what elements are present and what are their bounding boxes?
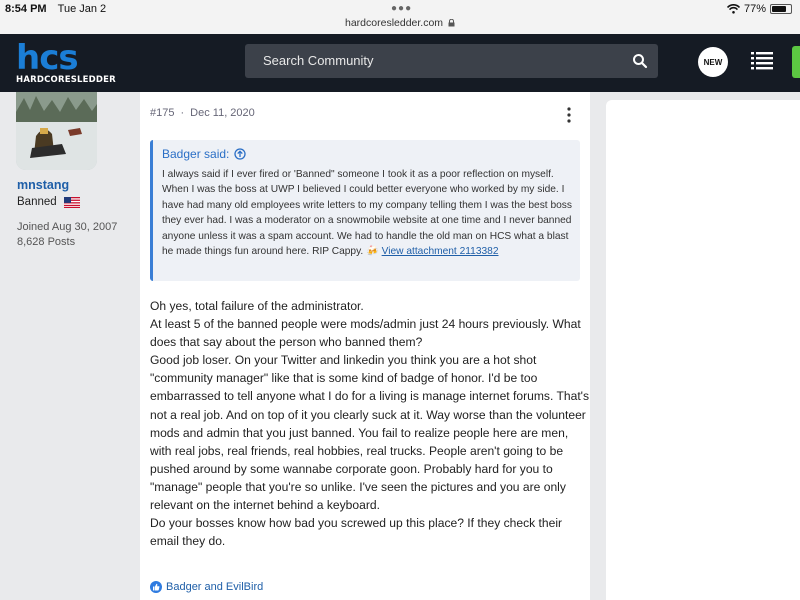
battery-icon [770,4,792,14]
thumbs-up-icon [150,581,162,593]
quote-body-text: I always said if I ever fired or 'Banned" someone I took it as a poor reflection on myself. When I was the boss at UWP I believed I could better everyone who worked by my side. I have had many old employees write letters to my company telling them I was the best boss they ever had. I was a moderator on a snowmobile website at one time and I never banned anyone unless it was a spam account. We had to handle the old man on HCS what a blast he made things fun around here. RIP Cappy. [162,169,572,258]
logo-mark: hcs [16,38,78,78]
lock-icon [448,19,455,27]
search-placeholder: Search Community [263,53,374,68]
address-bar[interactable] [0,17,800,29]
account-button[interactable] [792,46,800,78]
menu-list-icon[interactable] [750,49,774,73]
quote-author[interactable]: Badger said: [162,147,230,161]
post-meta [150,107,255,119]
user-panel [0,92,140,600]
avatar[interactable] [16,92,97,170]
join-date: Joined Aug 30, 2007 [17,221,118,233]
tab-dots-icon[interactable]: ●●● [391,3,413,14]
quote-block [150,140,580,281]
sidebar-card [606,100,800,600]
new-posts-button[interactable]: NEW [698,47,728,77]
quote-header[interactable] [162,147,246,161]
view-attachment-link[interactable]: View attachment 2113382 [381,246,499,258]
post-count: 8,628 Posts [17,236,76,248]
status-time: 8:54 PM [5,3,47,15]
us-flag-icon [64,197,80,208]
arrow-up-circle-icon[interactable] [234,148,246,160]
quote-text [162,167,574,259]
post-date[interactable]: Dec 11, 2020 [190,107,255,119]
search-icon[interactable] [632,53,648,69]
more-options-icon[interactable] [564,106,574,124]
battery-percent: 77% [743,3,766,15]
logo-wordmark: HARDCORESLEDDER [16,75,116,85]
post-number[interactable]: #175 [150,107,175,119]
post-meta-separator: · [180,107,185,119]
post-line: Do your bosses know how bad you screwed up this place? If they check their email they do. [150,516,563,549]
site-header [0,34,800,92]
post-line: Oh yes, total failure of the administrator. [150,299,364,313]
reactions-text[interactable]: Badger and EvilBird [166,581,264,593]
reactions-bar[interactable] [150,581,263,593]
post-line: At least 5 of the banned people were mods/admin just 24 hours previously. What does that say about the person who banned them? [150,317,581,350]
post-card [140,92,590,600]
status-date: Tue Jan 2 [57,3,107,15]
user-status [17,196,80,208]
url-text: hardcoresledder.com [345,17,444,29]
search-input[interactable] [245,44,658,78]
post-body [150,297,590,550]
username-link[interactable]: mnstang [17,178,70,192]
site-logo[interactable] [16,38,116,86]
status-bar [0,0,800,34]
post-line: Good job loser. On your Twitter and linkedin you think you are a hot shot "community manager" like that is some kind of badge of honor. I'd be too embarrassed to tell anyone what I do for a living is manage internet forums. That's not a real job. And on top of it you clearly suck at it. Way worse than the volunteer mods and admin that you just banned. You fail to realize people here are men, with real jobs, real friends, real hobbies, real trucks. People aren't going to be pushed around by some wannabe corporate goon. Probably hard for you to "manage" people that you're so unlike. I've seen the pictures and you are only relevant on the internet behind a keyboard. [150,353,590,513]
wifi-icon [727,4,740,14]
beer-emoji: 🍻 [366,246,379,258]
user-status-label: Banned [17,196,57,208]
